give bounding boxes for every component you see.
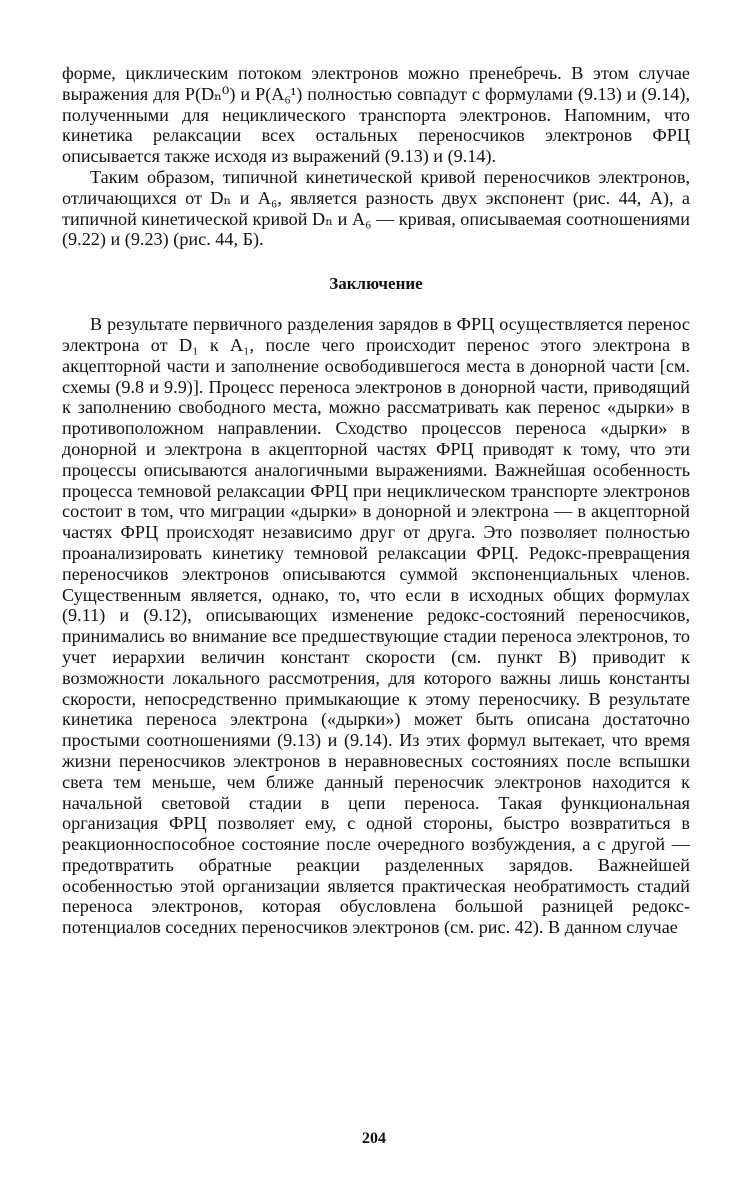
paragraph-summary: Таким образом, типичной кинетической кривой переносчиков электронов, отличающихся от Dₙ и A₆, является разность двух экспонент (рис. 44, А), а типичной кинетической кривой Dₙ и A₆ — кривая, описываемая соотношениями (9.22) и (9.23) (рис. 44, Б). <box>62 166 690 250</box>
page-number: 204 <box>362 1130 386 1147</box>
paragraph-continuation: форме, циклическим потоком электронов можно пренебречь. В этом случае выражения для P(Dₙ⁰) и P(A₆¹) полностью совпадут с формулами (9.13) и (9.14), полученными для нециклического транспорта электронов. Напомним, что кинетика релаксации всех остальных переносчиков электронов ФРЦ описывается также исходя из выражений (9.13) и (9.14). <box>62 63 690 167</box>
paragraph-conclusion: В результате первичного разделения зарядов в ФРЦ осуществляется перенос электрона от D₁ к A₁, после чего происходит перенос этого электрона в акцепторной части и заполнение освободившегося места в донорной части [см. схемы (9.8 и 9.9)]. Процесс переноса электронов в донорной части, приводящий к заполнению свободного места, можно рассматривать как перенос «дырки» в противоположном направлении. Сходство процессов переноса «дырки» в донорной и электрона в акцепторной частях ФРЦ приводят к тому, что эти процессы описываются аналогичными выражениями. Важнейшая особенность процесса темновой релаксации ФРЦ при нециклическом транспорте электронов состоит в том, что миграции «дырки» в донорной и электрона — в акцепторной частях ФРЦ происходят независимо друг от друга. Это позволяет полностью проанализировать кинетику темновой релаксации ФРЦ. Редокс-превращения переносчиков электронов описываются суммой экспоненциальных членов. Существенным является, однако, то, что если в исходных общих формулах (9.11) и (9.12), описывающих изменение редокс-состояний переносчиков, принимались во внимание все предшествующие стадии переноса электронов, то учет иерархии величин констант скорости (см. пункт В) приводит к возможности локального рассмотрения, для которого важны лишь константы скорости, непосредственно примыкающие к этому переносчику. В результате кинетика переноса электрона («дырки») может быть описана достаточно простыми соотношениями (9.13) и (9.14). Из этих формул вытекает, что время жизни переносчиков электронов в неравновесных состояниях после вспышки света тем меньше, чем ближе данный переносчик электронов находится к начальной световой стадии в цепи переноса. Такая функциональная организация ФРЦ позволяет ему, с одной стороны, быстро возвратиться в реакционноспособное состояние после очередного возбуждения, а с другой — предотвратить обратные реакции разделенных зарядов. Важнейшей особенностью этой организации является практическая необратимость стадий переноса электронов, которая обусловлена большой разницей редокс-потенциалов соседних переносчиков электронов (см. рис. 42). В данном случае <box>62 314 690 938</box>
section-heading: Заключение <box>329 274 423 294</box>
page-body <box>62 63 690 938</box>
